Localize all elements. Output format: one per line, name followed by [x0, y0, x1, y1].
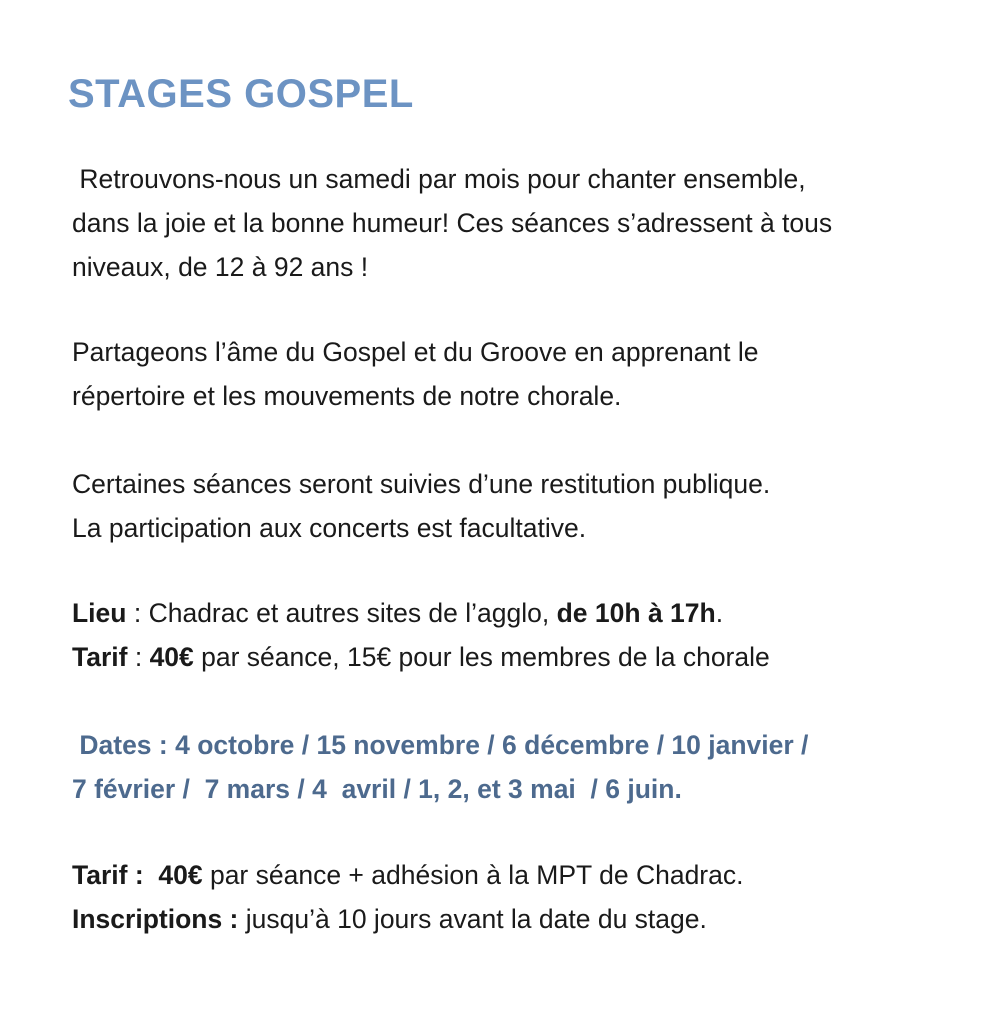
repertoire-line-2: répertoire et les mouvements de notre chorale. — [72, 381, 622, 411]
tarif-adhesion-text: par séance + adhésion à la MPT de Chadrac. — [202, 860, 744, 890]
restitution-line-2: La participation aux concerts est facultative. — [72, 513, 587, 543]
lieu-hours: de 10h à 17h — [556, 598, 716, 628]
intro-line-1: Retrouvons-nous un samedi par mois pour chanter ensemble, — [72, 164, 806, 194]
lieu-line — [72, 591, 972, 635]
dates-line-1: Dates : 4 octobre / 15 novembre / 6 décembre / 10 janvier / — [72, 730, 809, 760]
page-title: STAGES GOSPEL — [68, 72, 414, 116]
restitution-paragraph — [72, 462, 972, 550]
inscriptions-text: jusqu’à 10 jours avant la date du stage. — [245, 904, 707, 934]
tarif-adhesion-label: Tarif : — [72, 860, 152, 890]
lieu-end: . — [715, 598, 724, 628]
inscriptions-line — [72, 897, 972, 941]
dates-paragraph — [72, 723, 972, 811]
tarif-line — [72, 635, 972, 679]
dates-line-2: 7 février / 7 mars / 4 avril / 1, 2, et 3 mai / 6 juin. — [72, 774, 682, 804]
repertoire-line-1: Partageons l’âme du Gospel et du Groove en apprenant le — [72, 337, 759, 367]
intro-line-3: niveaux, de 12 à 92 ans ! — [72, 252, 369, 282]
lieu-label: Lieu — [72, 598, 127, 628]
info-paragraph — [72, 591, 972, 679]
tarif-separator: : — [127, 642, 150, 672]
tarif-adhesion-line — [72, 853, 972, 897]
repertoire-paragraph — [72, 330, 972, 418]
intro-paragraph — [72, 157, 972, 289]
tarif-text: par séance, 15€ pour les membres de la chorale — [193, 642, 770, 672]
restitution-line-1: Certaines séances seront suivies d’une restitution publique. — [72, 469, 771, 499]
lieu-text: Chadrac et autres sites de l’agglo, — [148, 598, 557, 628]
tarif-adhesion-price: 40€ — [151, 860, 203, 890]
inscriptions-label: Inscriptions : — [72, 904, 246, 934]
intro-line-2: dans la joie et la bonne humeur! Ces séances s’adressent à tous — [72, 208, 833, 238]
registration-paragraph — [72, 853, 972, 941]
lieu-separator: : — [126, 598, 149, 628]
tarif-price: 40€ — [149, 642, 194, 672]
tarif-label: Tarif — [72, 642, 128, 672]
